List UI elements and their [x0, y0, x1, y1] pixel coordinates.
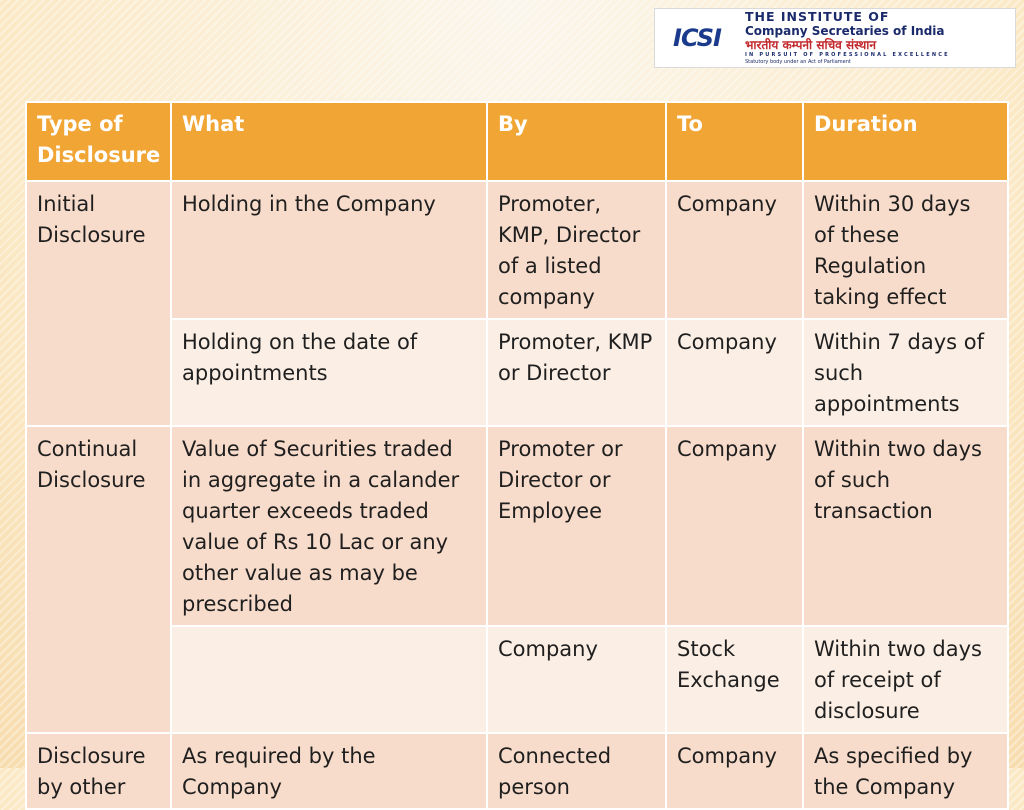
header-type-of-disclosure: Type of Disclosure	[26, 102, 171, 181]
icsi-logo-mark: ICSI	[673, 24, 721, 52]
cell-duration: As specified by the Company	[803, 733, 1008, 809]
logo-line-2: Company Secretaries of India	[745, 23, 945, 38]
logo-line-5: Statutory body under an Act of Parliament	[745, 58, 851, 65]
logo-line-1: THE INSTITUTE OF	[745, 9, 890, 25]
logo-line-3: भारतीय कम्पनी सचिव संस्थान	[745, 37, 877, 52]
table-row	[26, 733, 1008, 809]
cell-by: Connected person	[487, 733, 666, 809]
cell-type-disclosure-by-other: Disclosure by other	[26, 733, 171, 809]
cell-duration: Within 7 days of such appointments	[803, 319, 1008, 426]
cell-what: As required by the Company	[171, 733, 487, 809]
cell-by: Promoter or Director or Employee	[487, 426, 666, 626]
table-row	[26, 181, 1008, 319]
header-to: To	[666, 102, 803, 181]
table-row	[26, 426, 1008, 626]
cell-what: Value of Securities traded in aggregate in a calander quarter exceeds traded value of Rs 10 Lac or any other value as may be prescribed	[171, 426, 487, 626]
cell-what: Holding in the Company	[171, 181, 487, 319]
header-what: What	[171, 102, 487, 181]
cell-to: Company	[666, 319, 803, 426]
table-row	[26, 319, 1008, 426]
cell-to: Stock Exchange	[666, 626, 803, 733]
cell-type-initial-disclosure: Initial Disclosure	[26, 181, 171, 426]
cell-by: Promoter, KMP or Director	[487, 319, 666, 426]
cell-duration: Within 30 days of these Regulation taking effect	[803, 181, 1008, 319]
cell-type-continual-disclosure: Continual Disclosure	[26, 426, 171, 733]
logo-line-4: IN PURSUIT OF PROFESSIONAL EXCELLENCE	[745, 51, 950, 58]
cell-to: Company	[666, 426, 803, 626]
header-duration: Duration	[803, 102, 1008, 181]
cell-to: Company	[666, 181, 803, 319]
cell-what: Holding on the date of appointments	[171, 319, 487, 426]
cell-to: Company	[666, 733, 803, 809]
cell-by: Promoter, KMP, Director of a listed company	[487, 181, 666, 319]
cell-duration: Within two days of such transaction	[803, 426, 1008, 626]
cell-what	[171, 626, 487, 733]
disclosure-table	[25, 101, 1009, 810]
cell-by: Company	[487, 626, 666, 733]
icsi-logo	[654, 8, 1016, 68]
header-by: By	[487, 102, 666, 181]
table-header-row	[26, 102, 1008, 181]
logo-text-block	[745, 11, 950, 65]
cell-duration: Within two days of receipt of disclosure	[803, 626, 1008, 733]
table-row	[26, 626, 1008, 733]
